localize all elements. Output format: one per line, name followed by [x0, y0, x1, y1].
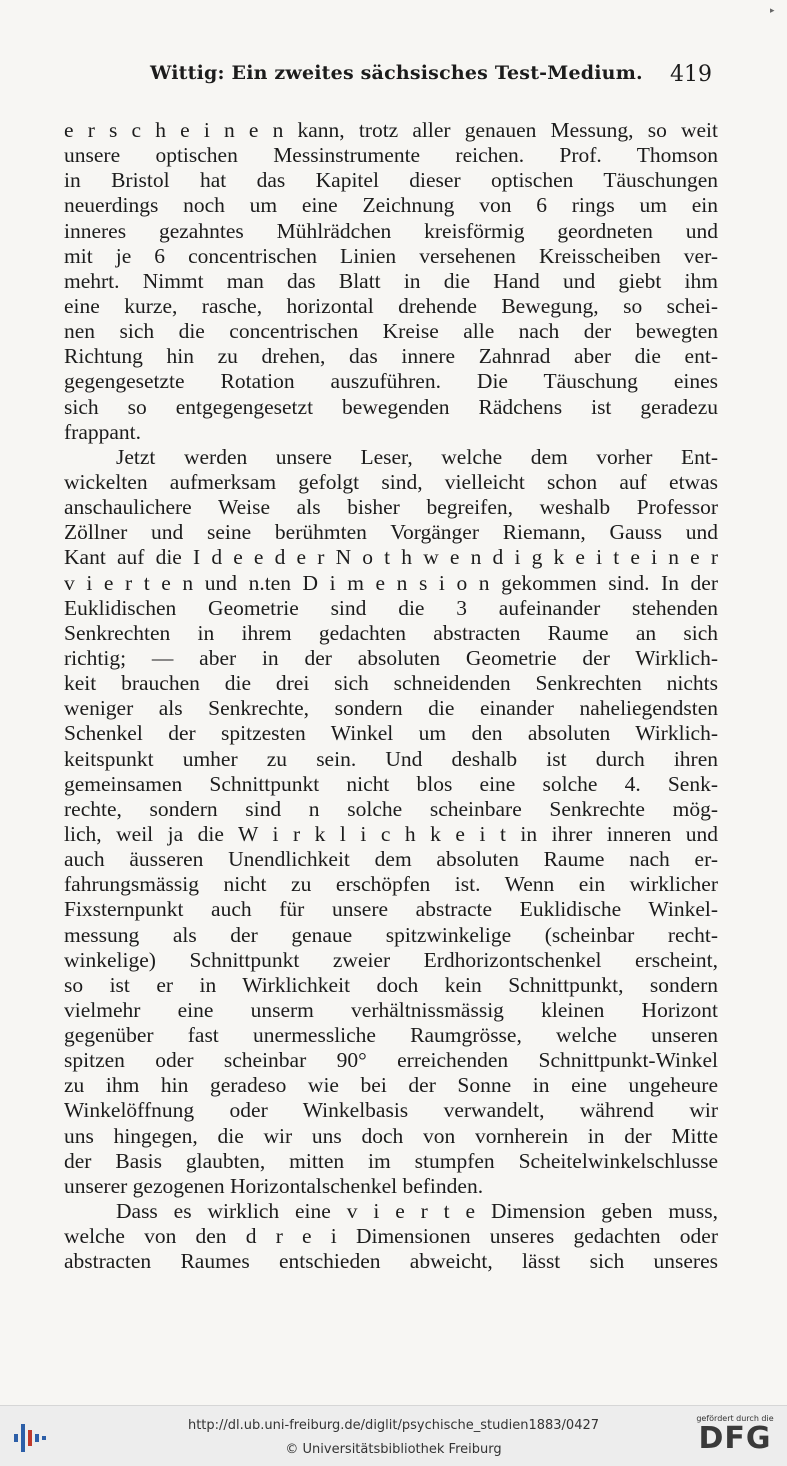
- text-line: gemeinsamen Schnittpunkt nicht blos eine solche 4. Senk-: [64, 771, 718, 796]
- text-line: gegenüber fast unermessliche Raumgrösse, welche unseren: [64, 1023, 718, 1048]
- text-line: sich so entgegengesetzt bewegenden Rädchens ist geradezu: [64, 394, 718, 419]
- text-line: frappant.: [64, 419, 142, 444]
- scan-mark: ▸: [770, 6, 775, 16]
- text-line: weniger als Senkrechte, sondern die einander naheliegendsten: [64, 696, 718, 721]
- text-line: uns hingegen, die wir uns doch von vornherein in der Mitte: [64, 1123, 718, 1148]
- header-title: Wittig: Ein zweites sächsisches Test-Medium.: [150, 62, 643, 84]
- text-line: zu ihm hin geradeso wie bei der Sonne in eine ungeheure: [64, 1073, 718, 1098]
- text-line: der Basis glaubten, mitten im stumpfen Scheitelwinkelschlusse: [64, 1148, 718, 1173]
- viewer-footer: [0, 1405, 787, 1466]
- text-line: anschaulichere Weise als bisher begreifen, weshalb Professor: [64, 495, 718, 520]
- dfg-logo: [693, 1414, 777, 1462]
- text-line: Zöllner und seine berühmten Vorgänger Riemann, Gauss und: [64, 520, 718, 545]
- page-number: 419: [670, 62, 712, 87]
- text-line: welche von den d r e i Dimensionen unseres gedachten oder: [64, 1224, 718, 1249]
- text-line: fahrungsmässig nicht zu erschöpfen ist. Wenn ein wirklicher: [64, 872, 718, 897]
- text-line: mit je 6 concentrischen Linien versehenen Kreisscheiben ver-: [64, 243, 718, 268]
- dfg-caption: gefördert durch die: [696, 1414, 774, 1423]
- text-line: Richtung hin zu drehen, das innere Zahnrad aber die ent-: [64, 344, 718, 369]
- text-line: Schenkel der spitzesten Winkel um den absoluten Wirklich-: [64, 721, 718, 746]
- text-line: inneres gezahntes Mühlrädchen kreisförmig geordneten und: [64, 218, 718, 243]
- text-line: vielmehr eine unserm verhältnissmässig kleinen Horizont: [64, 997, 718, 1022]
- permalink-url[interactable]: http://dl.ub.uni-freiburg.de/diglit/psychische_studien1883/0427: [187, 1418, 600, 1433]
- text-line: gegengesetzte Rotation auszuführen. Die Täuschung eines: [64, 369, 718, 394]
- copyright-notice: © Universitätsbibliothek Freiburg: [285, 1442, 502, 1457]
- text-line: wickelten aufmerksam gefolgt sind, vielleicht schon auf etwas: [64, 469, 718, 494]
- text-line: lich, weil ja die W i r k l i c h k e i t in ihrer inneren und: [64, 821, 718, 846]
- running-header: [150, 62, 720, 94]
- text-line: neuerdings noch um eine Zeichnung von 6 rings um ein: [64, 193, 718, 218]
- text-line: so ist er in Wirklichkeit doch kein Schnittpunkt, sondern: [64, 972, 718, 997]
- text-line: Jetzt werden unsere Leser, welche dem vorher Ent-: [116, 444, 718, 469]
- text-line: keitspunkt umher zu sein. Und deshalb ist durch ihren: [64, 746, 718, 771]
- text-line: v i e r t e n und n.ten D i m e n s i o n gekommen sind. In der: [64, 570, 718, 595]
- text-line: spitzen oder scheinbar 90° erreichenden Schnittpunkt-Winkel: [64, 1048, 718, 1073]
- text-line: richtig; — aber in der absoluten Geometrie der Wirklich-: [64, 645, 718, 670]
- text-line: unsere optischen Messinstrumente reichen. Prof. Thomson: [64, 143, 718, 168]
- text-line: in Bristol hat das Kapitel dieser optischen Täuschungen: [64, 168, 718, 193]
- text-line: nen sich die concentrischen Kreise alle nach der bewegten: [64, 319, 718, 344]
- text-line: abstracten Raumes entschieden abweicht, lässt sich unseres: [64, 1249, 718, 1274]
- text-line: Kant auf die I d e e d e r N o t h w e n d i g k e i t e i n e r: [64, 545, 718, 570]
- text-line: rechte, sondern sind n solche scheinbare Senkrechte mög-: [64, 796, 718, 821]
- text-line: e r s c h e i n e n kann, trotz aller genauen Messung, so weit: [64, 118, 718, 142]
- text-line: messung als der genaue spitzwinkelige (scheinbar recht-: [64, 922, 718, 947]
- text-line: Winkelöffnung oder Winkelbasis verwandelt, während wir: [64, 1098, 718, 1123]
- text-line: auch äusseren Unendlichkeit dem absoluten Raume nach er-: [64, 847, 718, 872]
- text-line: Euklidischen Geometrie sind die 3 aufeinander stehenden: [64, 595, 718, 620]
- text-line: unserer gezogenen Horizontalschenkel befinden.: [64, 1173, 484, 1198]
- text-line: mehrt. Nimmt man das Blatt in die Hand und giebt ihm: [64, 268, 718, 293]
- body-text: [64, 118, 718, 1274]
- text-line: Fixsternpunkt auch für unsere abstracte Euklidische Winkel-: [64, 897, 718, 922]
- text-line: Dass es wirklich eine v i e r t e Dimension geben muss,: [116, 1199, 718, 1224]
- text-line: winkelige) Schnittpunkt zweier Erdhorizontschenkel erscheint,: [64, 947, 718, 972]
- text-line: eine kurze, rasche, horizontal drehende Bewegung, so schei-: [64, 293, 718, 318]
- text-line: Senkrechten in ihrem gedachten abstracten Raume an sich: [64, 620, 718, 645]
- text-line: keit brauchen die drei sich schneidenden Senkrechten nichts: [64, 671, 718, 696]
- dfg-wordmark: DFG: [698, 1421, 772, 1456]
